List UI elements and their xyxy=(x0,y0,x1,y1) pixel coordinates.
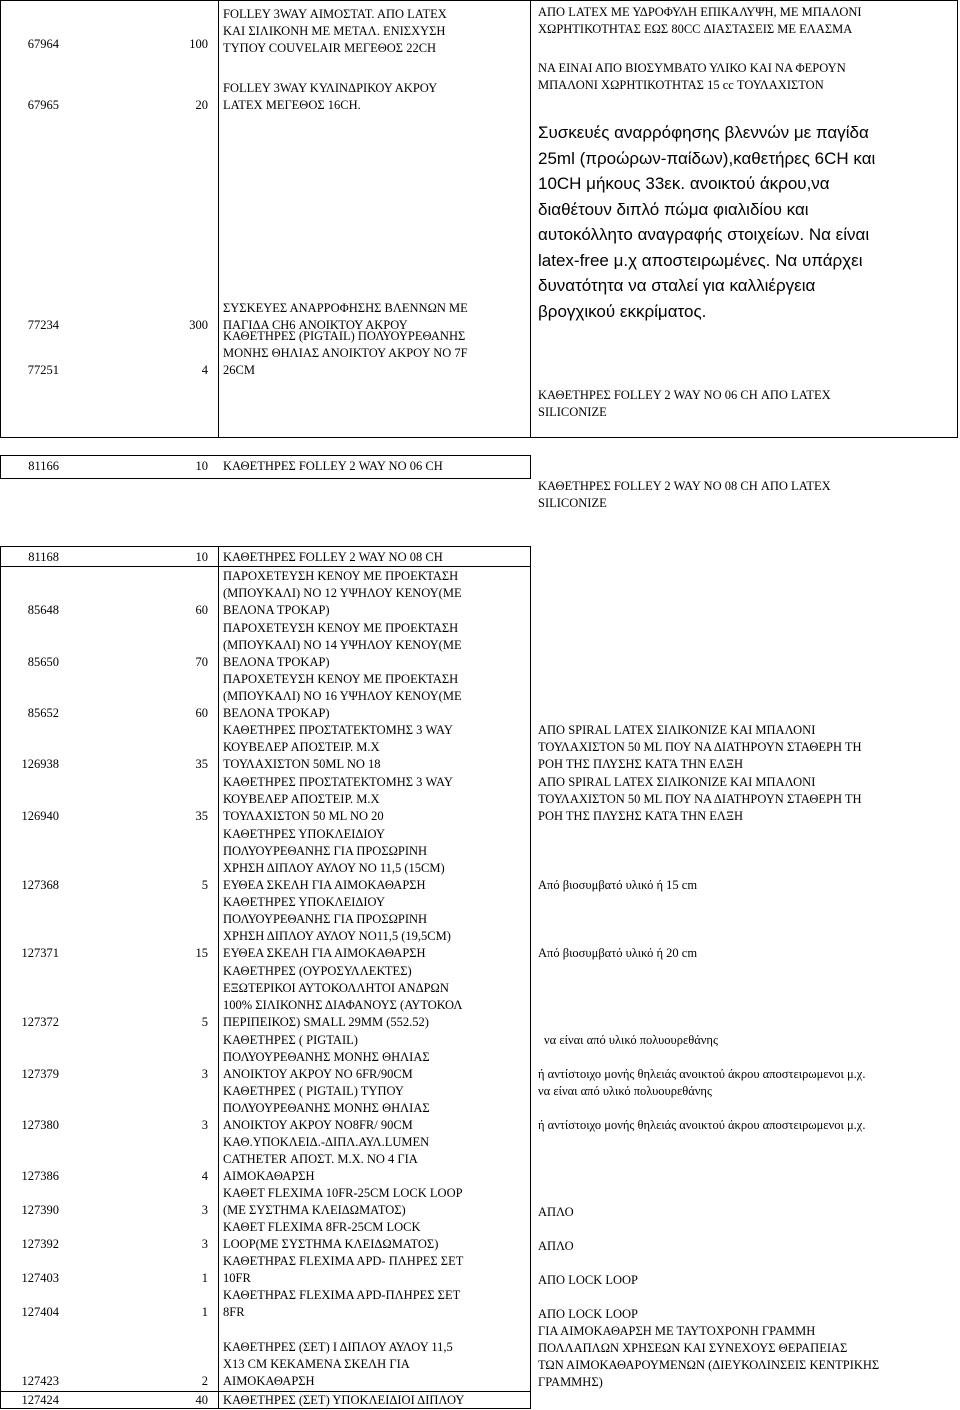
item-quantity: 35 xyxy=(195,757,208,771)
item-code: 85648 xyxy=(27,603,59,617)
item-description: ΣΥΣΚΕΥΕΣ ΑΝΑΡΡΟΦΗΣΗΣ ΒΛΕΝΝΩΝ ΜΕ ΠΑΓΙΔΑ CH6 ΑΝΟΙΚΤΟΥ ΑΚΡΟΥ xyxy=(223,301,468,332)
item-code: 126938 xyxy=(21,757,59,771)
item-code: 77251 xyxy=(27,363,59,377)
table-border xyxy=(0,437,958,438)
item-description: ΚΑΘΕΤΗΡΕΣ FOLLEY 2 WAY NO 06 CH xyxy=(223,459,443,473)
item-code: 67964 xyxy=(27,37,59,51)
item-quantity: 40 xyxy=(195,1393,208,1407)
spec-text: ΑΠΟ LOCK LOOP xyxy=(538,1307,638,1321)
item-description: ΚΑΘΕΤΗΡΕΣ (PIGTAIL) ΠΟΛΥΟΥΡΕΘΑΝΗΣ ΜΟΝΗΣ ΘΗΛΙΑΣ ΑΝΟΙΚΤΟΥ ΑΚΡΟΥ ΝΟ 7F 26CM xyxy=(223,329,468,377)
item-description: ΚΑΘΕΤΗΡΕΣ ΥΠΟΚΛΕΙΔΙΟΥ ΠΟΛΥΟΥΡΕΘΑΝΗΣ ΓΙΑ ΠΡΟΣΩΡΙΝΗ ΧΡΗΣΗ ΔΙΠΛΟΥ ΑΥΛΟΥ ΝΟ 11,5 (15CM) ΕΥΘΕΑ ΣΚΕΛΗ ΓΙΑ ΑΙΜΟΚΑΘΑΡΣΗ xyxy=(223,827,445,892)
item-description: ΚΑΘΕΤΗΡΕΣ ΠΡΟΣΤΑΤΕΚΤΟΜΗΣ 3 WAY ΚΟΥΒΕΛΕΡ ΑΠΟΣΤΕΙΡ. Μ.Χ ΤΟΥΛΑΧΙΣΤΟΝ 50 ML NO 20 xyxy=(223,775,453,823)
item-quantity: 3 xyxy=(201,1237,208,1251)
item-quantity: 3 xyxy=(201,1067,208,1081)
item-code: 127390 xyxy=(21,1203,59,1217)
item-quantity: 1 xyxy=(201,1305,208,1319)
table-border xyxy=(530,455,531,478)
table-border xyxy=(0,0,1,437)
item-quantity: 60 xyxy=(195,603,208,617)
item-quantity: 3 xyxy=(201,1118,208,1132)
item-description: ΚΑΘΕΤΗΡΕΣ ΠΡΟΣΤΑΤΕΚΤΟΜΗΣ 3 WAY ΚΟΥΒΕΛΕΡ ΑΠΟΣΤΕΙΡ. Μ.Χ ΤΟΥΛΑΧΙΣΤΟΝ 50ML NO 18 xyxy=(223,723,453,771)
item-code: 127386 xyxy=(21,1169,59,1183)
item-code: 85650 xyxy=(27,655,59,669)
item-quantity: 1 xyxy=(201,1271,208,1285)
item-description: ΚΑΘΕΤΗΡΕΣ ΥΠΟΚΛΕΙΔΙΟΥ ΠΟΛΥΟΥΡΕΘΑΝΗΣ ΓΙΑ ΠΡΟΣΩΡΙΝΗ ΧΡΗΣΗ ΔΙΠΛΟΥ ΑΥΛΟΥ ΝΟ11,5 (19,5CM) ΕΥΘΕΑ ΣΚΕΛΗ ΓΙΑ ΑΙΜΟΚΑΘΑΡΣΗ xyxy=(223,895,451,960)
table-border xyxy=(0,455,531,456)
item-description: FOLLEY 3WAY ΚΥΛΙΝΔΡΙΚΟΥ ΑΚΡΟΥ LATEX ΜΕΓΕΘΟΣ 16CH. xyxy=(223,81,438,112)
item-description: FOLLEY 3WAY ΑΙΜΟΣΤΑΤ. ΑΠΟ LATEX ΚΑΙ ΣΙΛΙΚΟΝΗ ΜΕ ΜΕΤΑΛ. ΕΝΙΣΧΥΣΗ ΤΥΠΟΥ COUVELAIR ΜΕΓΕΘΟΣ 22CH xyxy=(223,7,447,55)
table-border xyxy=(957,0,958,437)
item-code: 127372 xyxy=(21,1015,59,1029)
table-border xyxy=(218,0,219,437)
item-code: 126940 xyxy=(21,809,59,823)
item-code: 127404 xyxy=(21,1305,59,1319)
item-quantity: 10 xyxy=(195,550,208,564)
spec-text: να είναι από υλικό πολυουρεθάνης xyxy=(538,1084,712,1098)
item-code: 127424 xyxy=(21,1393,59,1407)
spec-text: ή αντίστοιχο μονής θηλειάς ανοικτού άκρου αποστειρωμενοι μ.χ. xyxy=(538,1118,866,1132)
table-border xyxy=(0,0,958,1)
spec-text: Από βιοσυμβατό υλικό ή 15 cm xyxy=(538,878,698,892)
item-description: ΚΑΘΕΤΗΡΕΣ ( PIGTAIL) ΠΟΛΥΟΥΡΕΘΑΝΗΣ ΜΟΝΗΣ ΘΗΛΙΑΣ ΑΝΟΙΚΤΟΥ ΑΚΡΟΥ ΝΟ 6FR/90CM xyxy=(223,1033,430,1081)
spec-text: ΑΠΛΟ xyxy=(538,1239,574,1253)
item-code: 127368 xyxy=(21,878,59,892)
item-quantity: 60 xyxy=(195,706,208,720)
table-border xyxy=(218,546,219,1408)
spec-text: ΑΠΟ LOCK LOOP xyxy=(538,1273,638,1287)
item-code: 127379 xyxy=(21,1067,59,1081)
spec-text: ΑΠΟ SPIRAL LATEX ΣΙΛΙΚΟΝΙΖΕ ΚΑΙ ΜΠΑΛΟΝΙ ΤΟΥΛΑΧΙΣΤΟΝ 50 ML ΠΟΥ ΝΑ ΔΙΑΤΗΡΟΥΝ ΣΤΑΘΕΡΗ ΤΗ ΡΟΗ ΤΗΣ ΠΛΥΣΗΣ ΚΑΤΆ ΤΗΝ ΕΛΞΗ xyxy=(538,775,862,823)
spec-text: ΝΑ ΕΙΝΑΙ ΑΠΟ ΒΙΟΣΥΜΒΑΤΟ ΥΛΙΚΟ ΚΑΙ ΝΑ ΦΕΡΟΥΝ ΜΠΑΛΟΝΙ ΧΩΡΗΤΙΚΟΤΗΤΑΣ 15 cc ΤΟΥΛΑΧΙΣΤΟΝ xyxy=(538,61,846,92)
spec-text: ΓΙΑ ΑΙΜΟΚΑΘΑΡΣΗ ΜΕ ΤΑΥΤΟΧΡΟΝΗ ΓΡΑΜΜΗ ΠΟΛΛΑΠΛΩΝ ΧΡΗΣΕΩΝ ΚΑΙ ΣΥΝΕΧΟΥΣ ΘΕΡΑΠΕΙΑΣ ΤΩΝ ΑΙΜΟΚΑΘΑΡΟΥΜΕΝΩΝ (ΔΙΕΥΚΟΛΙΝΣΕΙΣ ΚΕΝΤΡΙΚΗΣ ΓΡΑΜΜΗΣ) xyxy=(538,1324,880,1389)
item-code: 127392 xyxy=(21,1237,59,1251)
item-code: 127423 xyxy=(21,1374,59,1388)
item-description: ΚΑΘΕΤΗΡΕΣ (ΟΥΡΟΣΥΛΛΕΚΤΕΣ) ΕΞΩΤΕΡΙΚΟΙ ΑΥΤΟΚΟΛΛΗΤΟΙ ΑΝΔΡΩΝ 100% ΣΙΛΙΚΟΝΗΣ ΔΙΑΦΑΝΟΥΣ (ΑΥΤΟΚΟΛ ΠΕΡΙΠΕΙΚΟΣ) SMALL 29MM (552.52) xyxy=(223,964,463,1029)
table-border xyxy=(0,546,1,1408)
item-description: ΠΑΡΟΧΕΤΕΥΣΗ ΚΕΝΟΥ ΜΕ ΠΡΟΕΚΤΑΣΗ (ΜΠΟΥΚΑΛΙ) ΝΟ 12 ΥΨΗΛΟΥ ΚΕΝΟΥ(ΜΕ ΒΕΛΟΝΑ ΤΡΟΚΑΡ) xyxy=(223,569,462,617)
item-quantity: 3 xyxy=(201,1203,208,1217)
item-description: ΚΑΘΕΤΗΡΕΣ FOLLEY 2 WAY NO 08 CH xyxy=(223,550,443,564)
table-border xyxy=(0,455,1,478)
item-code: 81166 xyxy=(28,459,59,473)
spec-text: Από βιοσυμβατό υλικό ή 20 cm xyxy=(538,946,698,960)
item-description: ΚΑΘΕΤΗΡΕΣ ( PIGTAIL) ΤΥΠΟΥ ΠΟΛΥΟΥΡΕΘΑΝΗΣ ΜΟΝΗΣ ΘΗΛΙΑΣ ΑΝΟΙΚΤΟΥ ΑΚΡΟΥ ΝΟ8FR/ 90CM xyxy=(223,1084,430,1132)
item-quantity: 15 xyxy=(195,946,208,960)
item-description: ΚΑΘΕΤ FLEXIMA 8FR-25CM LOCK LOOP(ΜΕ ΣΥΣΤΗΜΑ ΚΛΕΙΔΩΜΑΤΟΣ) xyxy=(223,1220,439,1251)
spec-text: ΚΑΘΕΤΗΡΕΣ FOLLEY 2 WAY NO 08 CH ΑΠΟ LATEX SILICONIZE xyxy=(538,479,831,510)
spec-text: να είναι από υλικό πολυουρεθάνης xyxy=(544,1033,718,1047)
item-quantity: 70 xyxy=(195,655,208,669)
item-code: 77234 xyxy=(27,318,59,332)
spec-text: ΑΠΟ SPIRAL LATEX ΣΙΛΙΚΟΝΙΖΕ ΚΑΙ ΜΠΑΛΟΝΙ ΤΟΥΛΑΧΙΣΤΟΝ 50 ML ΠΟΥ ΝΑ ΔΙΑΤΗΡΟΥΝ ΣΤΑΘΕΡΗ ΤΗ ΡΟΗ ΤΗΣ ΠΛΥΣΗΣ ΚΑΤΆ ΤΗΝ ΕΛΞΗ xyxy=(538,723,862,771)
item-quantity: 5 xyxy=(201,1015,208,1029)
item-quantity: 5 xyxy=(201,878,208,892)
item-code: 81168 xyxy=(28,550,59,564)
item-code: 127403 xyxy=(21,1271,59,1285)
item-code: 85652 xyxy=(27,706,59,720)
item-quantity: 35 xyxy=(195,809,208,823)
table-border xyxy=(530,0,531,437)
item-quantity: 300 xyxy=(189,318,208,332)
spec-text: ή αντίστοιχο μονής θηλειάς ανοικτού άκρου αποστειρωμενοι μ.χ. xyxy=(538,1067,866,1081)
item-code: 127380 xyxy=(21,1118,59,1132)
item-quantity: 20 xyxy=(195,98,208,112)
spec-text: ΚΑΘΕΤΗΡΕΣ FOLLEY 2 WAY NO 06 CH ΑΠΟ LATEX SILICONIZE xyxy=(538,388,831,419)
item-description: ΠΑΡΟΧΕΤΕΥΣΗ ΚΕΝΟΥ ΜΕ ΠΡΟΕΚΤΑΣΗ (ΜΠΟΥΚΑΛΙ) ΝΟ 16 ΥΨΗΛΟΥ ΚΕΝΟΥ(ΜΕ ΒΕΛΟΝΑ ΤΡΟΚΑΡ) xyxy=(223,672,462,720)
item-quantity: 2 xyxy=(201,1374,208,1388)
item-quantity: 4 xyxy=(201,363,208,377)
item-quantity: 4 xyxy=(201,1169,208,1183)
item-quantity: 10 xyxy=(195,459,208,473)
item-description: ΚΑΘΕΤΗΡΑΣ FLEXIMA APD- ΠΛΗΡΕΣ ΣΕΤ 10FR xyxy=(223,1254,464,1285)
item-code: 67965 xyxy=(27,98,59,112)
item-description: ΚΑΘΕΤΗΡΕΣ (ΣΕΤ) ΥΠΟΚΛΕΙΔΙΟΙ ΔΙΠΛΟΥ xyxy=(223,1393,465,1407)
spec-text: ΑΠΛΟ xyxy=(538,1205,574,1219)
item-code: 127371 xyxy=(21,946,59,960)
item-description: ΚΑΘΕΤΗΡΕΣ (ΣΕΤ) Ι ΔΙΠΛΟΥ ΑΥΛΟΥ 11,5 Χ13 CM ΚΕΚΑΜΕΝΑ ΣΚΕΛΗ ΓΙΑ ΑΙΜΟΚΑΘΑΡΣΗ xyxy=(223,1340,453,1388)
item-description: ΚΑΘΕΤ FLEXIMA 10FR-25CM LOCK LOOP (ΜΕ ΣΥΣΤΗΜΑ ΚΛΕΙΔΩΜΑΤΟΣ) xyxy=(223,1186,463,1217)
table-border xyxy=(0,478,531,479)
spec-text: Συσκευές αναρρόφησης βλεννών με παγίδα 25ml (προώρων-παίδων),καθετήρες 6CH και 10CH μήκους 33εκ. ανοικτού άκρου,να διαθέτουν διπλό πώμα φιαλιδίου και αυτοκόλλητο αναγραφής στοιχείων. Να είναι latex-free μ.χ αποστειρωμένες. Να υπάρχει δυνατότητα να σταλεί για καλλιέργεια βρογχικού εκκρίματος. xyxy=(538,123,876,321)
table-border xyxy=(0,566,531,567)
item-description: ΚΑΘ.ΥΠΟΚΛΕΙΔ.-ΔΙΠΛ.ΑΥΛ.LUMEN CATHETER ΑΠΟΣΤ. Μ.Χ. ΝΟ 4 ΓΙΑ ΑΙΜΟΚΑΘΑΡΣΗ xyxy=(223,1135,430,1183)
spec-text: ΑΠΟ LATEX ΜΕ ΥΔΡΟΦΥΛΗ ΕΠΙΚΑΛΥΨΗ, ΜΕ ΜΠΑΛΟΝΙ ΧΩΡΗΤΙΚΟΤΗΤΑΣ ΕΩΣ 80CC ΔΙΑΣΤΑΣΕΙΣ ΜΕ ΕΛΑΣΜΑ xyxy=(538,5,862,36)
table-border xyxy=(0,546,531,547)
item-description: ΚΑΘΕΤΗΡΑΣ FLEXIMA APD-ΠΛΗΡΕΣ ΣΕΤ 8FR xyxy=(223,1288,461,1319)
item-quantity: 100 xyxy=(189,37,208,51)
table-border xyxy=(530,546,531,1408)
item-description: ΠΑΡΟΧΕΤΕΥΣΗ ΚΕΝΟΥ ΜΕ ΠΡΟΕΚΤΑΣΗ (ΜΠΟΥΚΑΛΙ) ΝΟ 14 ΥΨΗΛΟΥ ΚΕΝΟΥ(ΜΕ ΒΕΛΟΝΑ ΤΡΟΚΑΡ) xyxy=(223,621,462,669)
